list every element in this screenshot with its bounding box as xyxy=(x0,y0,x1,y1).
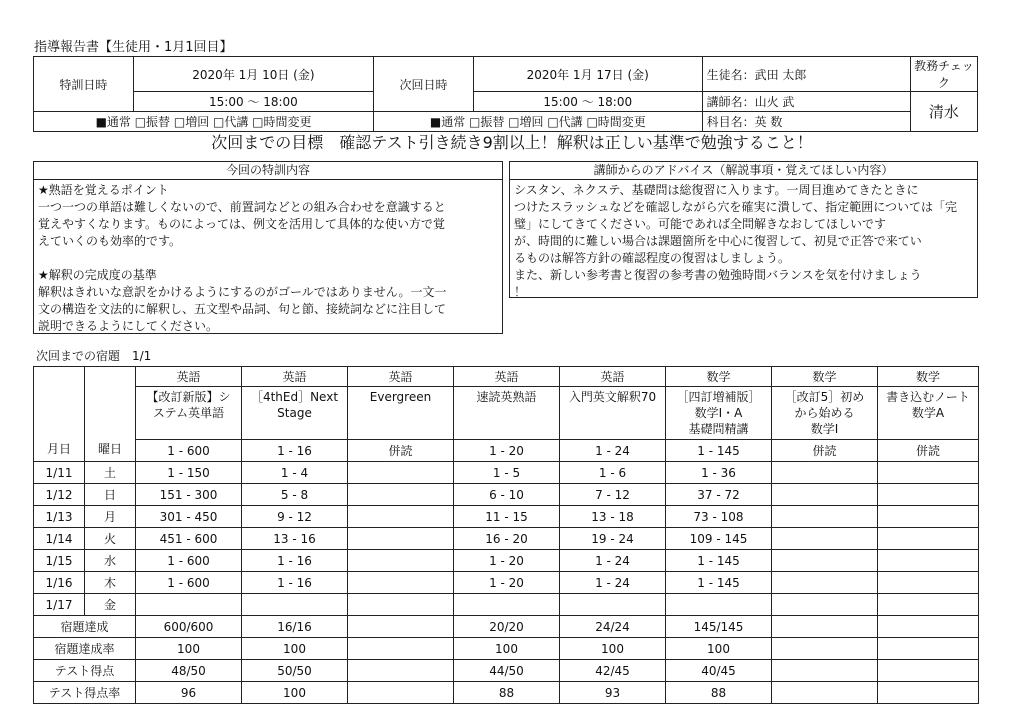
progress-cell xyxy=(136,594,242,616)
date-cell: 1/16 xyxy=(34,572,85,594)
summary-cell xyxy=(772,682,878,704)
subject-header: 数学 xyxy=(666,367,772,387)
subject-header: 英語 xyxy=(560,367,666,387)
table-row xyxy=(34,528,979,550)
progress-cell xyxy=(348,484,454,506)
summary-label: 宿題達成率 xyxy=(34,638,136,660)
progress-cell: 73 - 108 xyxy=(666,506,772,528)
progress-cell xyxy=(348,506,454,528)
date-header: 月日 xyxy=(34,367,85,462)
advice-box xyxy=(509,161,978,298)
day-cell: 土 xyxy=(85,462,136,484)
advice-body: シスタン、ネクステ、基礎問は総復習に入ります。一周目進めてきたときに つけたスラッシュなどを確認しながら穴を確実に潰して、指定範囲については「完璧」にしてきてください。可能であれば全問解きなおしてほしいです が、時間的に難しい場合は課題箇所を中心に復習して、初見で正答で来てい るものは解答方針の確認程度の復習はしましょう。 また、新しい参考書と復習の参考書の勉強時間バランスを気を付けましょう ！ xyxy=(514,183,958,299)
progress-cell: 5 - 8 xyxy=(242,484,348,506)
progress-cell: 1 - 145 xyxy=(666,572,772,594)
progress-cell xyxy=(878,506,979,528)
summary-row xyxy=(34,682,979,704)
summary-cell: 44/50 xyxy=(454,660,560,682)
progress-cell xyxy=(348,572,454,594)
day-header: 曜日 xyxy=(85,367,136,462)
progress-cell: 9 - 12 xyxy=(242,506,348,528)
subject-header: 英語 xyxy=(454,367,560,387)
summary-cell: 100 xyxy=(454,638,560,660)
summary-cell: 100 xyxy=(560,638,666,660)
progress-cell xyxy=(878,572,979,594)
summary-label: 宿題達成 xyxy=(34,616,136,638)
next-date-label: 次回日時 xyxy=(374,57,474,112)
progress-cell: 1 - 20 xyxy=(454,550,560,572)
homework-table xyxy=(33,366,979,704)
progress-cell: 1 - 36 xyxy=(666,462,772,484)
progress-cell xyxy=(772,484,878,506)
book-title: 速読英熟語 xyxy=(454,387,560,440)
progress-cell: 1 - 24 xyxy=(560,550,666,572)
summary-cell: 145/145 xyxy=(666,616,772,638)
progress-cell: 1 - 150 xyxy=(136,462,242,484)
summary-cell xyxy=(772,660,878,682)
summary-cell: 88 xyxy=(666,682,772,704)
next-type-flags: ■通常 □振替 □増回 □代講 □時間変更 xyxy=(374,112,703,132)
progress-cell xyxy=(878,462,979,484)
day-cell: 月 xyxy=(85,506,136,528)
homework-title: 次回までの宿題 1/1 xyxy=(36,349,152,363)
progress-cell: 1 - 600 xyxy=(136,550,242,572)
progress-cell: 1 - 145 xyxy=(666,550,772,572)
day-cell: 水 xyxy=(85,550,136,572)
table-row xyxy=(34,484,979,506)
next-time: 15:00 〜 18:00 xyxy=(473,92,702,112)
book-title: ［4thEd］Next Stage xyxy=(242,387,348,440)
range-cell: 1 - 145 xyxy=(666,440,772,462)
lesson-content-box xyxy=(33,161,503,334)
advice-title: 講師からのアドバイス（解説事項・覚えてほしい内容） xyxy=(510,162,977,180)
progress-cell: 19 - 24 xyxy=(560,528,666,550)
table-row xyxy=(34,594,979,616)
progress-cell xyxy=(348,550,454,572)
progress-cell: 13 - 18 xyxy=(560,506,666,528)
progress-cell: 1 - 5 xyxy=(454,462,560,484)
subject-header: 数学 xyxy=(878,367,979,387)
progress-cell xyxy=(878,484,979,506)
summary-cell xyxy=(348,616,454,638)
summary-cell xyxy=(878,682,979,704)
summary-label: テスト得点 xyxy=(34,660,136,682)
teacher-name: 講師名：山火 武 xyxy=(702,92,910,112)
lesson-date: 2020年 1月 10日 (金) xyxy=(133,57,373,92)
progress-cell: 1 - 16 xyxy=(242,550,348,572)
day-cell: 日 xyxy=(85,484,136,506)
range-cell: 併読 xyxy=(878,440,979,462)
summary-cell: 96 xyxy=(136,682,242,704)
progress-cell: 1 - 6 xyxy=(560,462,666,484)
lesson-content-body: ★熟語を覚えるポイント 一つ一つの単語は難しくないので、前置詞などとの組み合わせを意識すると 覚えやすくなります。ものによっては、例文を活用して具体的な使い方で覚 えていくのも効率的です。 ★解釈の完成度の基準 解釈はきれいな意訳をかけるようにするのがゴールではありません。一文一 文の構造を文法的に解釈し、五文型や品詞、句と節、接続詞などに注目して 説明できるようにしてください。 xyxy=(38,183,447,333)
progress-cell: 151 - 300 xyxy=(136,484,242,506)
progress-cell: 16 - 20 xyxy=(454,528,560,550)
summary-cell: 42/45 xyxy=(560,660,666,682)
book-title: 書き込むノート 数学A xyxy=(878,387,979,440)
progress-cell: 451 - 600 xyxy=(136,528,242,550)
summary-cell xyxy=(348,660,454,682)
goal-text: 次回までの目標 確認テスト引き続き9割以上！解釈は正しい基準で勉強すること！ xyxy=(211,133,813,152)
progress-cell xyxy=(878,528,979,550)
subject-header: 数学 xyxy=(772,367,878,387)
summary-cell: 600/600 xyxy=(136,616,242,638)
progress-cell: 1 - 20 xyxy=(454,572,560,594)
lesson-content-title: 今回の特訓内容 xyxy=(34,162,502,180)
progress-cell xyxy=(878,594,979,616)
office-check-value: 清水 xyxy=(910,92,977,132)
progress-cell xyxy=(772,506,878,528)
progress-cell xyxy=(878,550,979,572)
progress-cell: 1 - 600 xyxy=(136,572,242,594)
progress-cell: 1 - 24 xyxy=(560,572,666,594)
day-cell: 木 xyxy=(85,572,136,594)
range-cell: 併読 xyxy=(348,440,454,462)
progress-cell xyxy=(666,594,772,616)
summary-cell: 93 xyxy=(560,682,666,704)
date-cell: 1/13 xyxy=(34,506,85,528)
summary-cell: 100 xyxy=(242,638,348,660)
document-title: 指導報告書【生徒用・1月1回目】 xyxy=(34,40,233,55)
progress-cell: 7 - 12 xyxy=(560,484,666,506)
progress-cell: 11 - 15 xyxy=(454,506,560,528)
table-row xyxy=(34,462,979,484)
summary-row xyxy=(34,660,979,682)
summary-cell xyxy=(772,616,878,638)
lesson-type-flags: ■通常 □振替 □増回 □代講 □時間変更 xyxy=(34,112,374,132)
office-check-label: 教務チェック xyxy=(910,57,977,92)
summary-cell xyxy=(878,638,979,660)
summary-cell xyxy=(348,638,454,660)
range-cell: 1 - 600 xyxy=(136,440,242,462)
summary-cell: 100 xyxy=(242,682,348,704)
summary-cell: 20/20 xyxy=(454,616,560,638)
summary-cell xyxy=(772,638,878,660)
progress-cell xyxy=(454,594,560,616)
summary-cell xyxy=(878,660,979,682)
date-cell: 1/15 xyxy=(34,550,85,572)
lesson-time: 15:00 〜 18:00 xyxy=(133,92,373,112)
date-cell: 1/14 xyxy=(34,528,85,550)
progress-cell: 109 - 145 xyxy=(666,528,772,550)
progress-cell xyxy=(772,550,878,572)
progress-cell: 1 - 16 xyxy=(242,572,348,594)
progress-cell xyxy=(348,528,454,550)
book-title: 【改訂新版】シ ステム英単語 xyxy=(136,387,242,440)
progress-cell xyxy=(772,572,878,594)
range-cell: 1 - 20 xyxy=(454,440,560,462)
summary-cell: 50/50 xyxy=(242,660,348,682)
next-date: 2020年 1月 17日 (金) xyxy=(473,57,702,92)
subject-header: 英語 xyxy=(242,367,348,387)
progress-cell xyxy=(772,594,878,616)
header-table xyxy=(33,56,978,132)
lesson-date-label: 特訓日時 xyxy=(34,57,134,112)
summary-cell: 88 xyxy=(454,682,560,704)
book-title: ［改訂5］初め から始める 数学Ⅰ xyxy=(772,387,878,440)
progress-cell xyxy=(348,462,454,484)
summary-cell: 40/45 xyxy=(666,660,772,682)
table-row xyxy=(34,572,979,594)
progress-cell xyxy=(348,594,454,616)
summary-row xyxy=(34,638,979,660)
subject-header: 英語 xyxy=(348,367,454,387)
range-cell: 併読 xyxy=(772,440,878,462)
range-cell: 1 - 16 xyxy=(242,440,348,462)
progress-cell xyxy=(772,462,878,484)
date-cell: 1/11 xyxy=(34,462,85,484)
book-title: Evergreen xyxy=(348,387,454,440)
progress-cell: 37 - 72 xyxy=(666,484,772,506)
progress-cell: 13 - 16 xyxy=(242,528,348,550)
subject-name: 科目名：英 数 xyxy=(702,112,910,132)
progress-cell: 301 - 450 xyxy=(136,506,242,528)
progress-cell xyxy=(772,528,878,550)
table-row xyxy=(34,550,979,572)
summary-cell: 16/16 xyxy=(242,616,348,638)
progress-cell xyxy=(560,594,666,616)
summary-cell xyxy=(878,616,979,638)
summary-label: テスト得点率 xyxy=(34,682,136,704)
summary-cell: 24/24 xyxy=(560,616,666,638)
summary-row xyxy=(34,616,979,638)
summary-cell: 100 xyxy=(666,638,772,660)
date-cell: 1/12 xyxy=(34,484,85,506)
day-cell: 金 xyxy=(85,594,136,616)
subject-header: 英語 xyxy=(136,367,242,387)
summary-cell xyxy=(348,682,454,704)
summary-cell: 100 xyxy=(136,638,242,660)
summary-cell: 48/50 xyxy=(136,660,242,682)
progress-cell: 6 - 10 xyxy=(454,484,560,506)
table-row xyxy=(34,506,979,528)
student-name: 生徒名：武田 太郎 xyxy=(702,57,910,92)
date-cell: 1/17 xyxy=(34,594,85,616)
book-title: ［四訂増補版］ 数学Ⅰ・A 基礎問精講 xyxy=(666,387,772,440)
progress-cell xyxy=(242,594,348,616)
day-cell: 火 xyxy=(85,528,136,550)
progress-cell: 1 - 4 xyxy=(242,462,348,484)
book-title: 入門英文解釈70 xyxy=(560,387,666,440)
range-cell: 1 - 24 xyxy=(560,440,666,462)
